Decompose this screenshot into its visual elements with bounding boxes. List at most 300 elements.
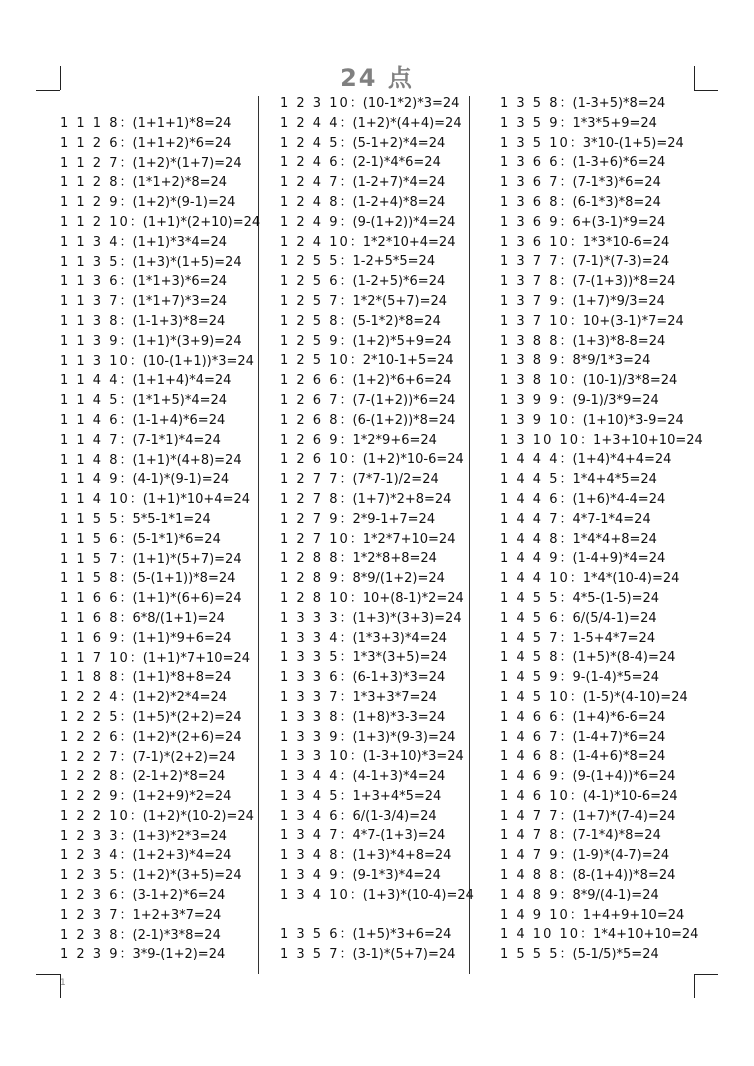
solution-row xyxy=(500,846,703,866)
solution-row xyxy=(500,906,703,926)
solution-row xyxy=(500,668,703,688)
colon-separator: ： xyxy=(119,670,133,686)
number-combo: 1 1 2 8 xyxy=(60,175,120,191)
solution-expression: (5-(1+1))*8=24 xyxy=(132,571,236,587)
solution-expression: (1+3)*(1+5)=24 xyxy=(132,254,242,270)
solution-row xyxy=(280,94,474,114)
number-combo: 1 1 4 9 xyxy=(60,472,120,488)
number-combo: 1 3 8 10 xyxy=(500,373,570,389)
solution-row xyxy=(60,193,260,213)
solution-expression: (2-1+2)*8=24 xyxy=(132,769,226,785)
solution-row xyxy=(60,213,260,233)
solution-expression: (1+1)*(6+6)=24 xyxy=(132,591,242,607)
solution-expression: 9-(1-4)*5=24 xyxy=(572,670,660,686)
solution-row xyxy=(60,728,260,748)
colon-separator: ： xyxy=(339,848,353,864)
solution-expression: (1-3+6)*6=24 xyxy=(572,155,666,171)
solution-row xyxy=(280,252,474,272)
number-combo: 1 1 6 6 xyxy=(60,591,120,607)
solution-expression: (5-1+2)*4=24 xyxy=(352,135,446,151)
solution-expression: (5-1*1)*6=24 xyxy=(132,531,221,547)
number-combo: 1 1 6 8 xyxy=(60,610,120,626)
number-combo: 1 3 4 4 xyxy=(280,769,340,785)
number-combo: 1 4 7 9 xyxy=(500,848,560,864)
number-combo: 1 1 4 8 xyxy=(60,452,120,468)
colon-separator: ： xyxy=(559,551,573,567)
solution-row xyxy=(60,530,260,550)
solution-row xyxy=(60,490,260,510)
number-combo: 1 4 6 8 xyxy=(500,749,560,765)
colon-separator: ： xyxy=(119,828,133,844)
number-combo: 1 4 7 7 xyxy=(500,808,560,824)
solution-expression: (1+2)*(4+4)=24 xyxy=(352,115,462,131)
colon-separator: ： xyxy=(559,947,573,963)
colon-separator: ： xyxy=(569,313,583,329)
colon-separator: ： xyxy=(349,353,363,369)
solution-row xyxy=(280,945,474,965)
colon-separator: ： xyxy=(119,690,133,706)
solution-expression: (3-1+2)*6=24 xyxy=(132,888,226,904)
colon-separator: ： xyxy=(569,788,583,804)
number-combo: 1 2 3 3 xyxy=(60,828,120,844)
colon-separator: ： xyxy=(119,472,133,488)
number-combo: 1 2 2 9 xyxy=(60,789,120,805)
solution-expression: (1*1+5)*4=24 xyxy=(132,393,228,409)
solution-expression: (1-4+7)*6=24 xyxy=(572,729,666,745)
solution-expression: (7-(1+2))*6=24 xyxy=(352,392,456,408)
solution-row xyxy=(280,114,474,134)
solution-expression: (1+2)*(2+6)=24 xyxy=(132,729,242,745)
solution-row xyxy=(60,431,260,451)
colon-separator: ： xyxy=(339,214,353,230)
number-combo: 1 4 5 9 xyxy=(500,670,560,686)
colon-separator: ： xyxy=(559,828,573,844)
number-combo: 1 3 3 10 xyxy=(280,749,350,765)
number-combo: 1 2 6 10 xyxy=(280,452,350,468)
colon-separator: ： xyxy=(559,511,573,527)
number-combo: 1 1 5 5 xyxy=(60,511,120,527)
number-combo: 1 2 4 8 xyxy=(280,194,340,210)
solution-expression: (1+3)*8-8=24 xyxy=(572,333,666,349)
number-combo: 1 2 6 6 xyxy=(280,373,340,389)
solution-expression: (5-1*2)*8=24 xyxy=(352,313,441,329)
colon-separator: ： xyxy=(349,749,363,765)
solution-expression: 1+3+4*5=24 xyxy=(352,788,442,804)
colon-separator: ： xyxy=(119,432,133,448)
solution-row xyxy=(60,708,260,728)
solution-row xyxy=(60,787,260,807)
colon-separator: ： xyxy=(129,214,143,230)
number-combo: 1 4 6 6 xyxy=(500,709,560,725)
colon-separator: ： xyxy=(119,729,133,745)
number-combo: 1 3 9 10 xyxy=(500,412,570,428)
colon-separator: ： xyxy=(569,135,583,151)
number-combo: 1 3 3 4 xyxy=(280,630,340,646)
solution-expression: (6-1*3)*8=24 xyxy=(572,194,661,210)
solution-expression: 1*2*7+10=24 xyxy=(362,531,456,547)
solution-row xyxy=(60,470,260,490)
number-combo: 1 3 3 7 xyxy=(280,689,340,705)
solution-row xyxy=(280,549,474,569)
colon-separator: ： xyxy=(119,234,133,250)
solution-expression: (7-1*3)*6=24 xyxy=(572,175,661,191)
solution-row xyxy=(280,530,474,550)
solution-row xyxy=(280,510,474,530)
number-combo: 1 2 3 9 xyxy=(60,947,120,963)
number-combo: 1 2 7 10 xyxy=(280,531,350,547)
solution-row xyxy=(500,589,703,609)
number-combo: 1 3 6 10 xyxy=(500,234,570,250)
solution-row xyxy=(500,648,703,668)
colon-separator: ： xyxy=(559,610,573,626)
colon-separator: ： xyxy=(559,293,573,309)
colon-separator: ： xyxy=(559,115,573,131)
solution-expression: (7-1*1)*4=24 xyxy=(132,432,221,448)
colon-separator: ： xyxy=(119,274,133,290)
number-combo: 1 1 2 9 xyxy=(60,195,120,211)
colon-separator: ： xyxy=(119,848,133,864)
colon-separator: ： xyxy=(119,294,133,310)
solution-expression: 5*5-1*1=24 xyxy=(132,511,211,527)
colon-separator: ： xyxy=(339,788,353,804)
solution-row xyxy=(60,668,260,688)
solution-row xyxy=(500,114,703,134)
number-combo: 1 4 5 6 xyxy=(500,610,560,626)
number-combo: 1 2 2 6 xyxy=(60,729,120,745)
solution-row xyxy=(280,589,474,609)
colon-separator: ： xyxy=(339,293,353,309)
solution-row xyxy=(60,332,260,352)
solution-expression: (1+1)*10+4=24 xyxy=(142,492,250,508)
solution-row xyxy=(60,173,260,193)
number-combo: 1 2 4 5 xyxy=(280,135,340,151)
colon-separator: ： xyxy=(119,749,133,765)
solution-expression: (6-1+3)*3=24 xyxy=(352,670,446,686)
number-combo: 1 3 6 9 xyxy=(500,214,560,230)
solution-expression: (1+1)*3*4=24 xyxy=(132,234,228,250)
colon-separator: ： xyxy=(559,630,573,646)
solution-expression: 6+(3-1)*9=24 xyxy=(572,214,666,230)
colon-separator: ： xyxy=(569,689,583,705)
colon-separator: ： xyxy=(339,155,353,171)
colon-separator: ： xyxy=(119,373,133,389)
colon-separator: ： xyxy=(569,373,583,389)
number-combo: 1 4 6 10 xyxy=(500,788,570,804)
colon-separator: ： xyxy=(569,412,583,428)
solution-expression: (1+3)*(3+3)=24 xyxy=(352,610,462,626)
number-combo: 1 2 6 7 xyxy=(280,392,340,408)
solution-expression: (1-4+6)*8=24 xyxy=(572,749,666,765)
colon-separator: ： xyxy=(339,947,353,963)
solution-expression: (1-4+9)*4=24 xyxy=(572,551,666,567)
number-combo: 1 3 4 8 xyxy=(280,848,340,864)
colon-separator: ： xyxy=(119,591,133,607)
solution-expression: (1*3+3)*4=24 xyxy=(352,630,448,646)
colon-separator: ： xyxy=(129,353,143,369)
solution-expression: 1*3*(3+5)=24 xyxy=(352,650,448,666)
solution-row xyxy=(280,391,474,411)
colon-separator: ： xyxy=(339,630,353,646)
solution-expression: (1+5)*(8-4)=24 xyxy=(572,650,676,666)
colon-separator: ： xyxy=(339,828,353,844)
number-combo: 1 1 3 10 xyxy=(60,353,130,369)
number-combo: 1 2 5 7 xyxy=(280,293,340,309)
colon-separator: ： xyxy=(580,927,594,943)
solution-row xyxy=(280,371,474,391)
solution-expression: 8*9/(4-1)=24 xyxy=(572,887,659,903)
solution-expression: (1+2)*(9-1)=24 xyxy=(132,195,236,211)
number-combo: 1 1 5 7 xyxy=(60,551,120,567)
colon-separator: ： xyxy=(339,650,353,666)
solution-row xyxy=(60,926,260,946)
colon-separator: ： xyxy=(559,274,573,290)
solution-expression: (1+2+3)*4=24 xyxy=(132,848,232,864)
number-combo: 1 2 2 5 xyxy=(60,709,120,725)
solution-expression: 4*7-1*4=24 xyxy=(572,511,651,527)
solution-expression: (1-3+5)*8=24 xyxy=(572,96,666,111)
solution-row xyxy=(280,866,474,886)
colon-separator: ： xyxy=(349,531,363,547)
page-title: 24 点 xyxy=(340,64,414,92)
solution-expression: (1-1+4)*6=24 xyxy=(132,412,226,428)
solution-row xyxy=(500,391,703,411)
number-combo: 1 4 8 8 xyxy=(500,868,560,884)
solution-expression: (2-1)*3*8=24 xyxy=(132,927,221,943)
number-combo: 1 1 5 6 xyxy=(60,531,120,547)
solution-expression: 1*4+10+10=24 xyxy=(593,927,699,943)
colon-separator: ： xyxy=(119,868,133,884)
number-combo: 1 4 4 8 xyxy=(500,531,560,547)
solution-row xyxy=(280,272,474,292)
colon-separator: ： xyxy=(339,769,353,785)
solution-row xyxy=(280,134,474,154)
number-combo: 1 3 6 8 xyxy=(500,194,560,210)
solution-expression: 6*8/(1+1)=24 xyxy=(132,610,225,626)
solution-expression: (1+1)*(4+8)=24 xyxy=(132,452,242,468)
colon-separator: ： xyxy=(119,155,133,171)
solution-expression: (1-5)*(4-10)=24 xyxy=(582,689,688,705)
solution-row xyxy=(280,629,474,649)
number-combo: 1 4 4 9 xyxy=(500,551,560,567)
colon-separator: ： xyxy=(559,590,573,606)
solution-row xyxy=(280,193,474,213)
colon-separator: ： xyxy=(349,590,363,606)
colon-separator: ： xyxy=(119,610,133,626)
solution-expression: (1+3)*4+8=24 xyxy=(352,848,452,864)
solution-row xyxy=(280,233,474,253)
solution-row xyxy=(60,609,260,629)
colon-separator: ： xyxy=(119,888,133,904)
number-combo: 1 3 4 9 xyxy=(280,868,340,884)
solution-expression: (1+2)*10-6=24 xyxy=(362,452,464,468)
number-combo: 1 3 5 9 xyxy=(500,115,560,131)
number-combo: 1 2 3 4 xyxy=(60,848,120,864)
number-combo: 1 3 10 10 xyxy=(500,432,581,448)
solution-row xyxy=(280,886,474,906)
number-combo: 1 2 4 6 xyxy=(280,155,340,171)
solution-row xyxy=(500,530,703,550)
solution-expression: 1*3*10-6=24 xyxy=(582,234,670,250)
colon-separator: ： xyxy=(339,511,353,527)
solution-expression: (5-1/5)*5=24 xyxy=(572,947,659,963)
solution-expression: (1+5)*3+6=24 xyxy=(352,927,452,943)
number-combo: 1 3 5 8 xyxy=(500,96,560,111)
solution-expression: (1+2+9)*2=24 xyxy=(132,789,232,805)
number-combo: 1 2 4 7 xyxy=(280,175,340,191)
colon-separator: ： xyxy=(559,848,573,864)
colon-separator: ： xyxy=(559,887,573,903)
solution-expression: (1-2+7)*4=24 xyxy=(352,175,446,191)
number-combo: 1 1 8 8 xyxy=(60,670,120,686)
solution-row xyxy=(60,451,260,471)
number-combo: 1 2 5 8 xyxy=(280,313,340,329)
colon-separator: ： xyxy=(339,808,353,824)
solution-row xyxy=(500,549,703,569)
colon-separator: ： xyxy=(339,610,353,626)
colon-separator: ： xyxy=(119,551,133,567)
number-combo: 1 3 3 6 xyxy=(280,670,340,686)
number-combo: 1 2 6 8 xyxy=(280,412,340,428)
colon-separator: ： xyxy=(559,96,573,111)
solution-row xyxy=(500,272,703,292)
number-combo: 1 4 4 4 xyxy=(500,452,560,468)
number-combo: 1 2 3 7 xyxy=(60,907,120,923)
number-combo: 1 2 7 9 xyxy=(280,511,340,527)
colon-separator: ： xyxy=(339,313,353,329)
solution-expression: 1*2*(5+7)=24 xyxy=(352,293,448,309)
solution-row xyxy=(280,648,474,668)
number-combo: 1 1 4 4 xyxy=(60,373,120,389)
solution-row xyxy=(280,431,474,451)
colon-separator: ： xyxy=(559,194,573,210)
solution-row xyxy=(500,708,703,728)
solution-expression: (1+7)*(7-4)=24 xyxy=(572,808,676,824)
number-combo: 1 5 5 5 xyxy=(500,947,560,963)
solution-expression: 1+2+3*7=24 xyxy=(132,907,222,923)
number-combo: 1 4 4 10 xyxy=(500,571,570,587)
colon-separator: ： xyxy=(119,789,133,805)
solution-row xyxy=(60,312,260,332)
number-combo: 1 2 4 4 xyxy=(280,115,340,131)
number-combo: 1 2 3 6 xyxy=(60,888,120,904)
solution-expression: (8-(1+4))*8=24 xyxy=(572,868,676,884)
colon-separator: ： xyxy=(119,135,133,151)
number-combo: 1 4 6 9 xyxy=(500,769,560,785)
solution-expression: (9-(1+4))*6=24 xyxy=(572,769,676,785)
solution-row xyxy=(500,292,703,312)
colon-separator: ： xyxy=(339,412,353,428)
solution-expression: (1+3)*(9-3)=24 xyxy=(352,729,456,745)
solution-row xyxy=(500,866,703,886)
colon-separator: ： xyxy=(559,868,573,884)
colon-separator: ： xyxy=(119,175,133,191)
solutions-column-1 xyxy=(60,114,260,965)
solution-expression: (1+3)*(10-4)=24 xyxy=(362,887,474,903)
colon-separator: ： xyxy=(580,432,594,448)
colon-separator: ： xyxy=(559,392,573,408)
solution-row xyxy=(60,767,260,787)
solution-row xyxy=(280,292,474,312)
colon-separator: ： xyxy=(119,412,133,428)
colon-separator: ： xyxy=(339,689,353,705)
colon-separator: ： xyxy=(559,353,573,369)
solution-row xyxy=(60,510,260,530)
solution-row xyxy=(60,114,260,134)
solution-row xyxy=(280,787,474,807)
number-combo: 1 1 4 7 xyxy=(60,432,120,448)
solution-expression: 1-5+4*7=24 xyxy=(572,630,656,646)
number-combo: 1 2 2 4 xyxy=(60,690,120,706)
colon-separator: ： xyxy=(349,452,363,468)
colon-separator: ： xyxy=(119,709,133,725)
solution-row xyxy=(60,748,260,768)
solution-row xyxy=(280,450,474,470)
colon-separator: ： xyxy=(119,195,133,211)
solution-row xyxy=(500,332,703,352)
number-combo: 1 4 8 9 xyxy=(500,887,560,903)
solution-row xyxy=(500,153,703,173)
solution-row xyxy=(280,609,474,629)
page-number: 1 xyxy=(60,978,66,988)
solution-expression: (1+4)*4+4=24 xyxy=(572,452,672,468)
solution-expression: 1-2+5*5=24 xyxy=(352,254,436,270)
solution-expression: 1+3+10+10=24 xyxy=(593,432,703,448)
solution-row xyxy=(280,846,474,866)
solution-expression: (1+2)*6+6=24 xyxy=(352,373,452,389)
solution-row xyxy=(60,292,260,312)
solution-row xyxy=(60,154,260,174)
number-combo: 1 3 8 8 xyxy=(500,333,560,349)
number-combo: 1 2 2 8 xyxy=(60,769,120,785)
solution-row xyxy=(60,411,260,431)
number-combo: 1 1 2 6 xyxy=(60,135,120,151)
colon-separator: ： xyxy=(129,650,143,666)
colon-separator: ： xyxy=(119,630,133,646)
number-combo: 1 1 5 8 xyxy=(60,571,120,587)
solution-expression: (1+1)*(3+9)=24 xyxy=(132,333,242,349)
solution-row xyxy=(280,925,474,945)
colon-separator: ： xyxy=(339,491,353,507)
solution-expression: (1+8)*3-3=24 xyxy=(352,709,446,725)
solution-row xyxy=(280,767,474,787)
solution-expression: 4*7-(1+3)=24 xyxy=(352,828,446,844)
solution-row xyxy=(280,351,474,371)
number-combo: 1 1 7 10 xyxy=(60,650,130,666)
solution-row xyxy=(60,371,260,391)
solution-row xyxy=(60,945,260,965)
colon-separator: ： xyxy=(119,452,133,468)
solution-expression: 8*9/(1+2)=24 xyxy=(352,571,445,587)
number-combo: 1 4 4 7 xyxy=(500,511,560,527)
solution-row xyxy=(60,866,260,886)
colon-separator: ： xyxy=(119,393,133,409)
solution-row xyxy=(500,826,703,846)
number-combo: 1 1 4 10 xyxy=(60,492,130,508)
solution-expression: (1+2)*(1+7)=24 xyxy=(132,155,242,171)
blank-row xyxy=(280,906,474,926)
number-combo: 1 4 5 10 xyxy=(500,689,570,705)
number-combo: 1 2 5 6 xyxy=(280,274,340,290)
colon-separator: ： xyxy=(339,729,353,745)
solution-row xyxy=(500,569,703,589)
solution-row xyxy=(60,272,260,292)
colon-separator: ： xyxy=(339,115,353,131)
number-combo: 1 1 6 9 xyxy=(60,630,120,646)
number-combo: 1 2 8 10 xyxy=(280,590,350,606)
number-combo: 1 4 5 5 xyxy=(500,590,560,606)
solution-expression: 3*10-(1+5)=24 xyxy=(582,135,684,151)
solution-row xyxy=(280,332,474,352)
